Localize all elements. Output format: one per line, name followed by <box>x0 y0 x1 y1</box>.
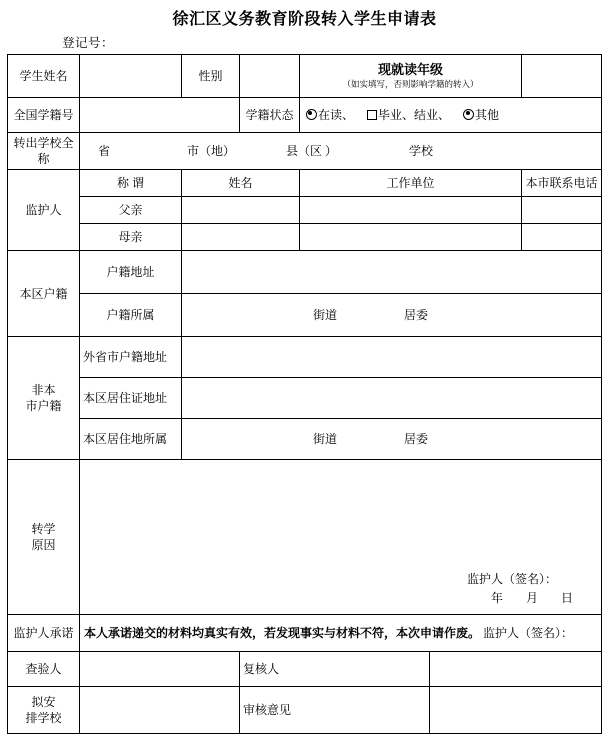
current-grade-label-note: （如实填写，否则影响学籍的转入） <box>342 79 479 90</box>
table-row-transfer-out-school <box>7 133 601 170</box>
status-option-graduated[interactable] <box>367 107 450 123</box>
commitment-label: 监护人承诺 <box>7 615 79 652</box>
planned-school-label-line2: 排学校 <box>25 711 62 726</box>
table-row-local-household-belongs <box>7 294 601 337</box>
guardian-father-label: 父亲 <box>79 197 181 224</box>
national-student-id-label: 全国学籍号 <box>7 98 79 133</box>
table-row-student-name <box>7 55 601 98</box>
guardian-column-relation: 称 谓 <box>79 170 181 197</box>
transfer-out-school-fields[interactable] <box>79 133 601 170</box>
application-form-table <box>7 54 602 734</box>
guardian-column-phone: 本市联系电话 <box>522 170 602 197</box>
county-label: 县（区 ） <box>285 144 337 159</box>
review-opinion-label: 审核意见 <box>239 687 429 734</box>
guardian-mother-label: 母亲 <box>79 224 181 251</box>
transfer-reason-label-line1: 转学 <box>31 522 56 537</box>
review-opinion-input[interactable] <box>429 687 601 734</box>
nonlocal-household-label <box>7 337 79 460</box>
guardian-mother-name-input[interactable] <box>181 224 299 251</box>
current-grade-input[interactable] <box>522 55 602 98</box>
transfer-out-school-label: 转出学校全称 <box>7 133 79 170</box>
current-grade-label-main: 现就读年级 <box>377 62 443 78</box>
planned-school-input[interactable] <box>79 687 239 734</box>
national-student-id-input[interactable] <box>79 98 239 133</box>
radio-filled-icon-other[interactable] <box>463 109 474 120</box>
guardian-mother-phone-input[interactable] <box>522 224 602 251</box>
guardian-column-name: 姓名 <box>181 170 299 197</box>
outside-household-address-input[interactable] <box>181 337 601 378</box>
inspector-input[interactable] <box>79 652 239 687</box>
reviewer-input[interactable] <box>429 652 601 687</box>
city-label: 市（地） <box>186 144 235 159</box>
residence-permit-address-label: 本区居住证地址 <box>79 378 181 419</box>
table-row-guardian-father <box>7 197 601 224</box>
guardian-mother-workplace-input[interactable] <box>299 224 521 251</box>
province-label: 省 <box>97 144 110 159</box>
table-row-transfer-reason <box>7 460 601 615</box>
transfer-reason-label <box>7 460 79 615</box>
transfer-reason-label-line2: 原因 <box>31 538 56 553</box>
street-label: 街道 <box>312 308 337 323</box>
gender-input[interactable] <box>239 55 299 98</box>
table-row-residence-permit-address <box>7 378 601 419</box>
committee-label: 居委 <box>403 308 428 323</box>
guardian-column-workplace: 工作单位 <box>299 170 521 197</box>
student-status-options <box>299 98 601 133</box>
inspector-label: 查验人 <box>7 652 79 687</box>
checkbox-empty-icon[interactable] <box>367 110 377 120</box>
table-row-national-id <box>7 98 601 133</box>
school-label: 学校 <box>408 144 433 159</box>
household-belongs-label: 户籍所属 <box>79 294 181 337</box>
table-row-residence-belongs <box>7 419 601 460</box>
household-address-input[interactable] <box>181 251 601 294</box>
household-belongs-fields[interactable] <box>181 294 601 337</box>
household-address-label: 户籍地址 <box>79 251 181 294</box>
transfer-reason-date-label: 年 月 日 <box>490 591 583 606</box>
table-row-guardian-header <box>7 170 601 197</box>
status-option-graduated-label: 毕业、结业、 <box>378 107 451 122</box>
page-title: 徐汇区义务教育阶段转入学生申请表 <box>172 11 437 28</box>
registration-number-label: 登记号： <box>62 36 115 50</box>
table-row-nonlocal-outside-address <box>7 337 601 378</box>
nonlocal-household-label-line1: 非本 <box>31 383 56 398</box>
guardian-father-workplace-input[interactable] <box>299 197 521 224</box>
residence-permit-address-input[interactable] <box>181 378 601 419</box>
gender-label: 性别 <box>181 55 239 98</box>
residence-belongs-label: 本区居住地所属 <box>79 419 181 460</box>
outside-household-address-label: 外省市户籍地址 <box>79 337 181 378</box>
status-option-enrolled-label: 在读、 <box>317 107 354 122</box>
local-household-label: 本区户籍 <box>7 251 79 337</box>
table-row-planned-school <box>7 687 601 734</box>
status-option-other-label: 其他 <box>475 107 500 122</box>
table-row-commitment <box>7 615 601 652</box>
student-status-label: 学籍状态 <box>239 98 299 133</box>
planned-school-label <box>7 687 79 734</box>
transfer-reason-input[interactable] <box>79 460 601 615</box>
planned-school-label-line1: 拟安 <box>31 695 56 710</box>
commitment-text-cell <box>79 615 601 652</box>
nonlocal-household-label-line2: 市户籍 <box>25 399 62 414</box>
transfer-reason-signature-block <box>467 570 583 608</box>
status-option-enrolled[interactable] <box>306 107 354 123</box>
table-row-inspector <box>7 652 601 687</box>
residence-belongs-fields[interactable] <box>181 419 601 460</box>
application-form-page <box>0 6 609 739</box>
table-row-local-household-address <box>7 251 601 294</box>
radio-filled-icon[interactable] <box>306 109 317 120</box>
student-name-input[interactable] <box>79 55 181 98</box>
student-name-label: 学生姓名 <box>7 55 79 98</box>
current-grade-label <box>299 55 521 98</box>
guardian-father-phone-input[interactable] <box>522 197 602 224</box>
commitment-text: 本人承诺递交的材料均真实有效，若发现事实与材料不符，本次申请作废。 <box>83 626 480 641</box>
table-row-guardian-mother <box>7 224 601 251</box>
commitment-signature-label: 监护人（签名）： <box>483 626 574 641</box>
guardian-father-name-input[interactable] <box>181 197 299 224</box>
guardian-label: 监护人 <box>7 170 79 251</box>
transfer-reason-signature-label: 监护人（签名）： <box>466 572 557 586</box>
status-option-other[interactable] <box>463 107 499 123</box>
residence-street-label: 街道 <box>312 432 337 447</box>
residence-committee-label: 居委 <box>403 432 428 447</box>
reviewer-label: 复核人 <box>239 652 429 687</box>
